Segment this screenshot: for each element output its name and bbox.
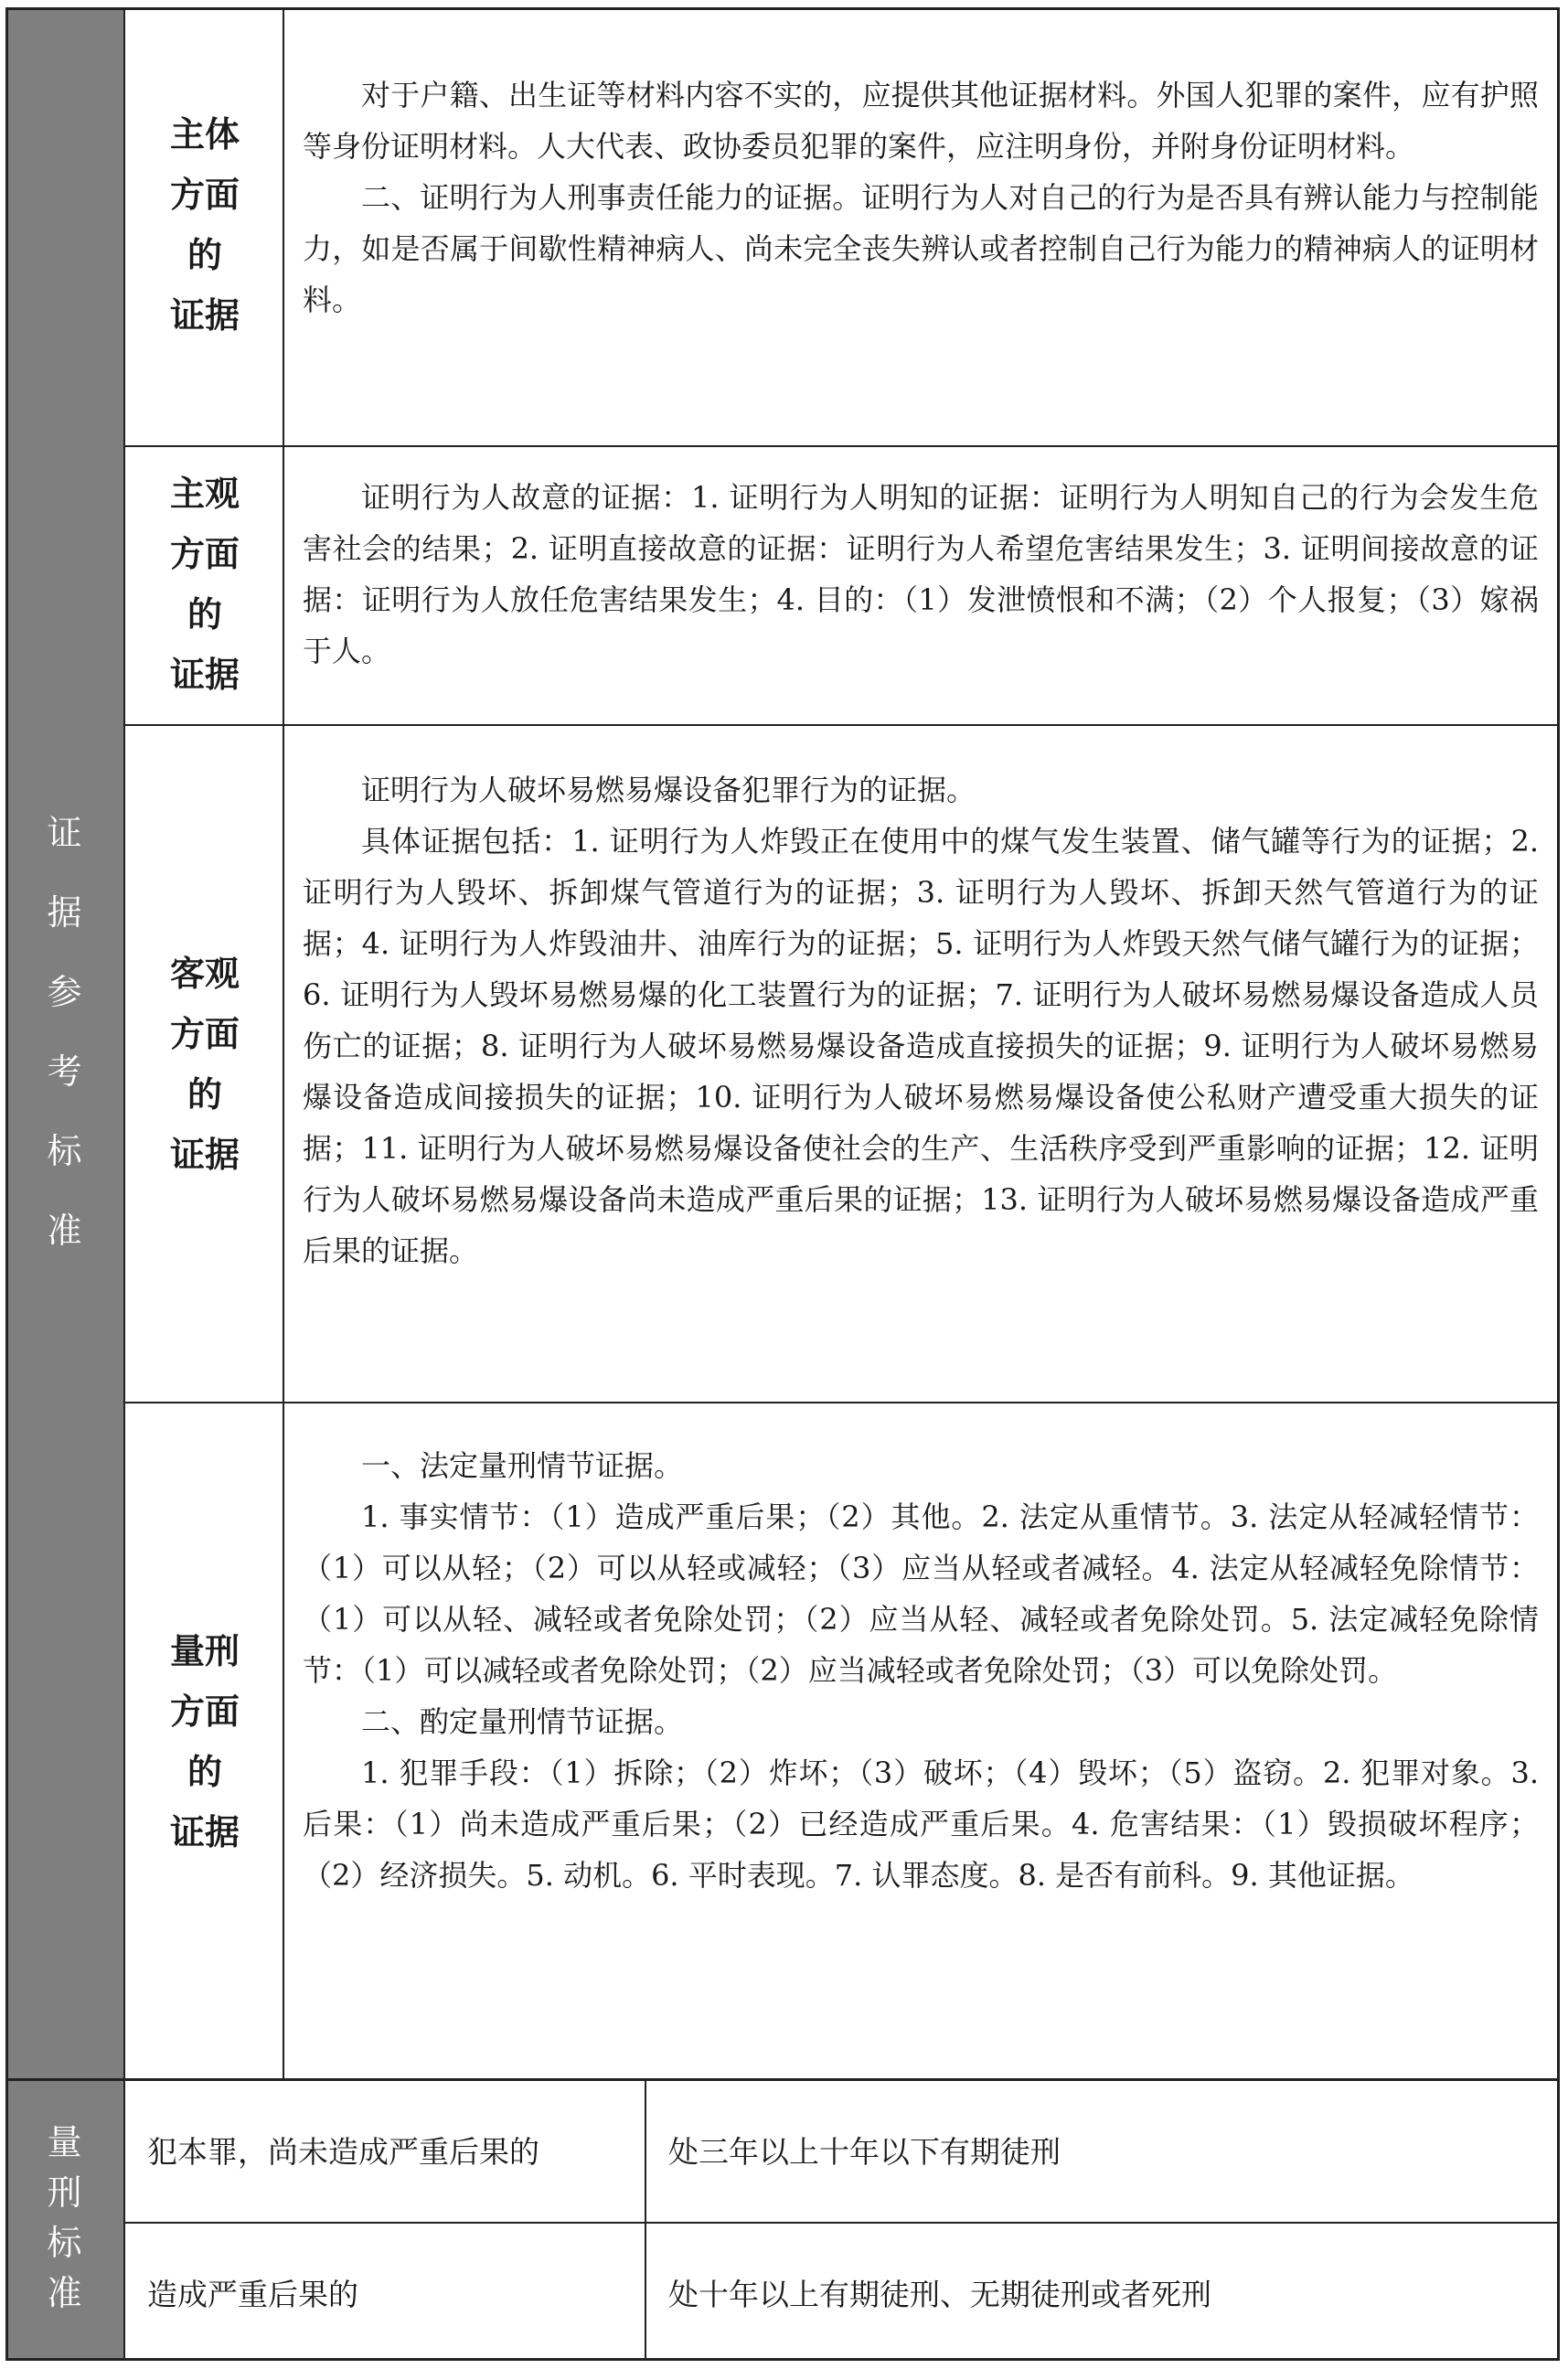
sentencing-condition: 造成严重后果的 — [147, 2277, 358, 2312]
paragraph: 证明行为人故意的证据：1. 证明行为人明知的证据：证明行为人明知自己的行为会发生危害社会的结果；2. 证明直接故意的证据：证明行为人希望危害结果发生；3. 证明间接故意的证据：证明行为人放任危害结果发生；4. 目的：（1）发泄愤恨和不满；（2）个人报复；（3）嫁祸于人。 — [303, 480, 1539, 668]
sentencing-penalty: 处三年以上十年以下有期徒刑 — [668, 2134, 1061, 2170]
sentencing-penalty: 处十年以上有期徒刑、无期徒刑或者死刑 — [668, 2277, 1211, 2312]
category-label: 主观 方面 的 证据 — [169, 474, 240, 695]
side-label-sentencing: 量 刑 标 准 — [47, 2122, 82, 2313]
paragraph: 具体证据包括：1. 证明行为人炸毁正在使用中的煤气发生装置、储气罐等行为的证据；2. 证明行为人毁坏、拆卸煤气管道行为的证据；3. 证明行为人毁坏、拆卸天然气管道行为的证据；4. 证明行为人炸毁油井、油库行为的证据；5. 证明行为人炸毁天然气储气罐行为的证据；6. 证明行为人毁坏易燃易爆的化工装置行为的证据；7. 证明行为人破坏易燃易爆设备造成人员伤亡的证据；8. 证明行为人破坏易燃易爆设备造成直接损失的证据；9. 证明行为人破坏易燃易爆设备造成间接损失的证据；10. 证明行为人破坏易燃易爆设备使公私财产遭受重大损失的证据；11. 证明行为人破坏易燃易爆设备使社会的生产、生活秩序受到严重影响的证据；12. 证明行为人破坏易燃易爆设备尚未造成严重后果的证据；13. 证明行为人破坏易燃易爆设备造成严重后果的证据。 — [303, 824, 1539, 1268]
category-label: 客观 方面 的 证据 — [169, 954, 240, 1175]
sentencing-condition: 犯本罪，尚未造成严重后果的 — [147, 2134, 539, 2170]
paragraph: 二、酌定量刑情节证据。 — [361, 1704, 684, 1739]
category-label: 主体 方面 的 证据 — [169, 114, 240, 336]
side-label-evidence: 证 据 参 考 标 准 — [47, 813, 82, 1251]
paragraph: 1. 事实情节：（1）造成严重后果；（2）其他。2. 法定从重情节。3. 法定从轻减轻情节：（1）可以从轻；（2）可以从轻或减轻；（3）应当从轻或者减轻。4. 法定从轻减轻免除情节：（1）可以从轻、减轻或者免除处罚；（2）应当从轻、减轻或者免除处罚。5. 法定减轻免除情节：（1）可以减轻或者免除处罚；（2）应当减轻或者免除处罚；（3）可以免除处罚。 — [303, 1499, 1539, 1688]
paragraph: 二、证明行为人刑事责任能力的证据。证明行为人对自己的行为是否具有辨认能力与控制能力，如是否属于间歇性精神病人、尚未完全丧失辨认或者控制自己行为能力的精神病人的证明材料。 — [303, 180, 1539, 317]
paragraph: 1. 犯罪手段：（1）拆除；（2）炸坏；（3）破坏；（4）毁坏；（5）盗窃。2. 犯罪对象。3. 后果：（1）尚未造成严重后果；（2）已经造成严重后果。4. 危害结果：（1）毁损破坏程序；（2）经济损失。5. 动机。6. 平时表现。7. 认罪态度。8. 是否有前科。9. 其他证据。 — [303, 1755, 1539, 1893]
paragraph: 证明行为人破坏易燃易爆设备犯罪行为的证据。 — [361, 773, 976, 807]
category-label: 量刑 方面 的 证据 — [169, 1631, 240, 1852]
paragraph: 对于户籍、出生证等材料内容不实的，应提供其他证据材料。外国人犯罪的案件，应有护照等身份证明材料。人大代表、政协委员犯罪的案件，应注明身份，并附身份证明材料。 — [303, 78, 1539, 164]
paragraph: 一、法定量刑情节证据。 — [361, 1448, 684, 1483]
table-border — [5, 7, 1560, 2361]
